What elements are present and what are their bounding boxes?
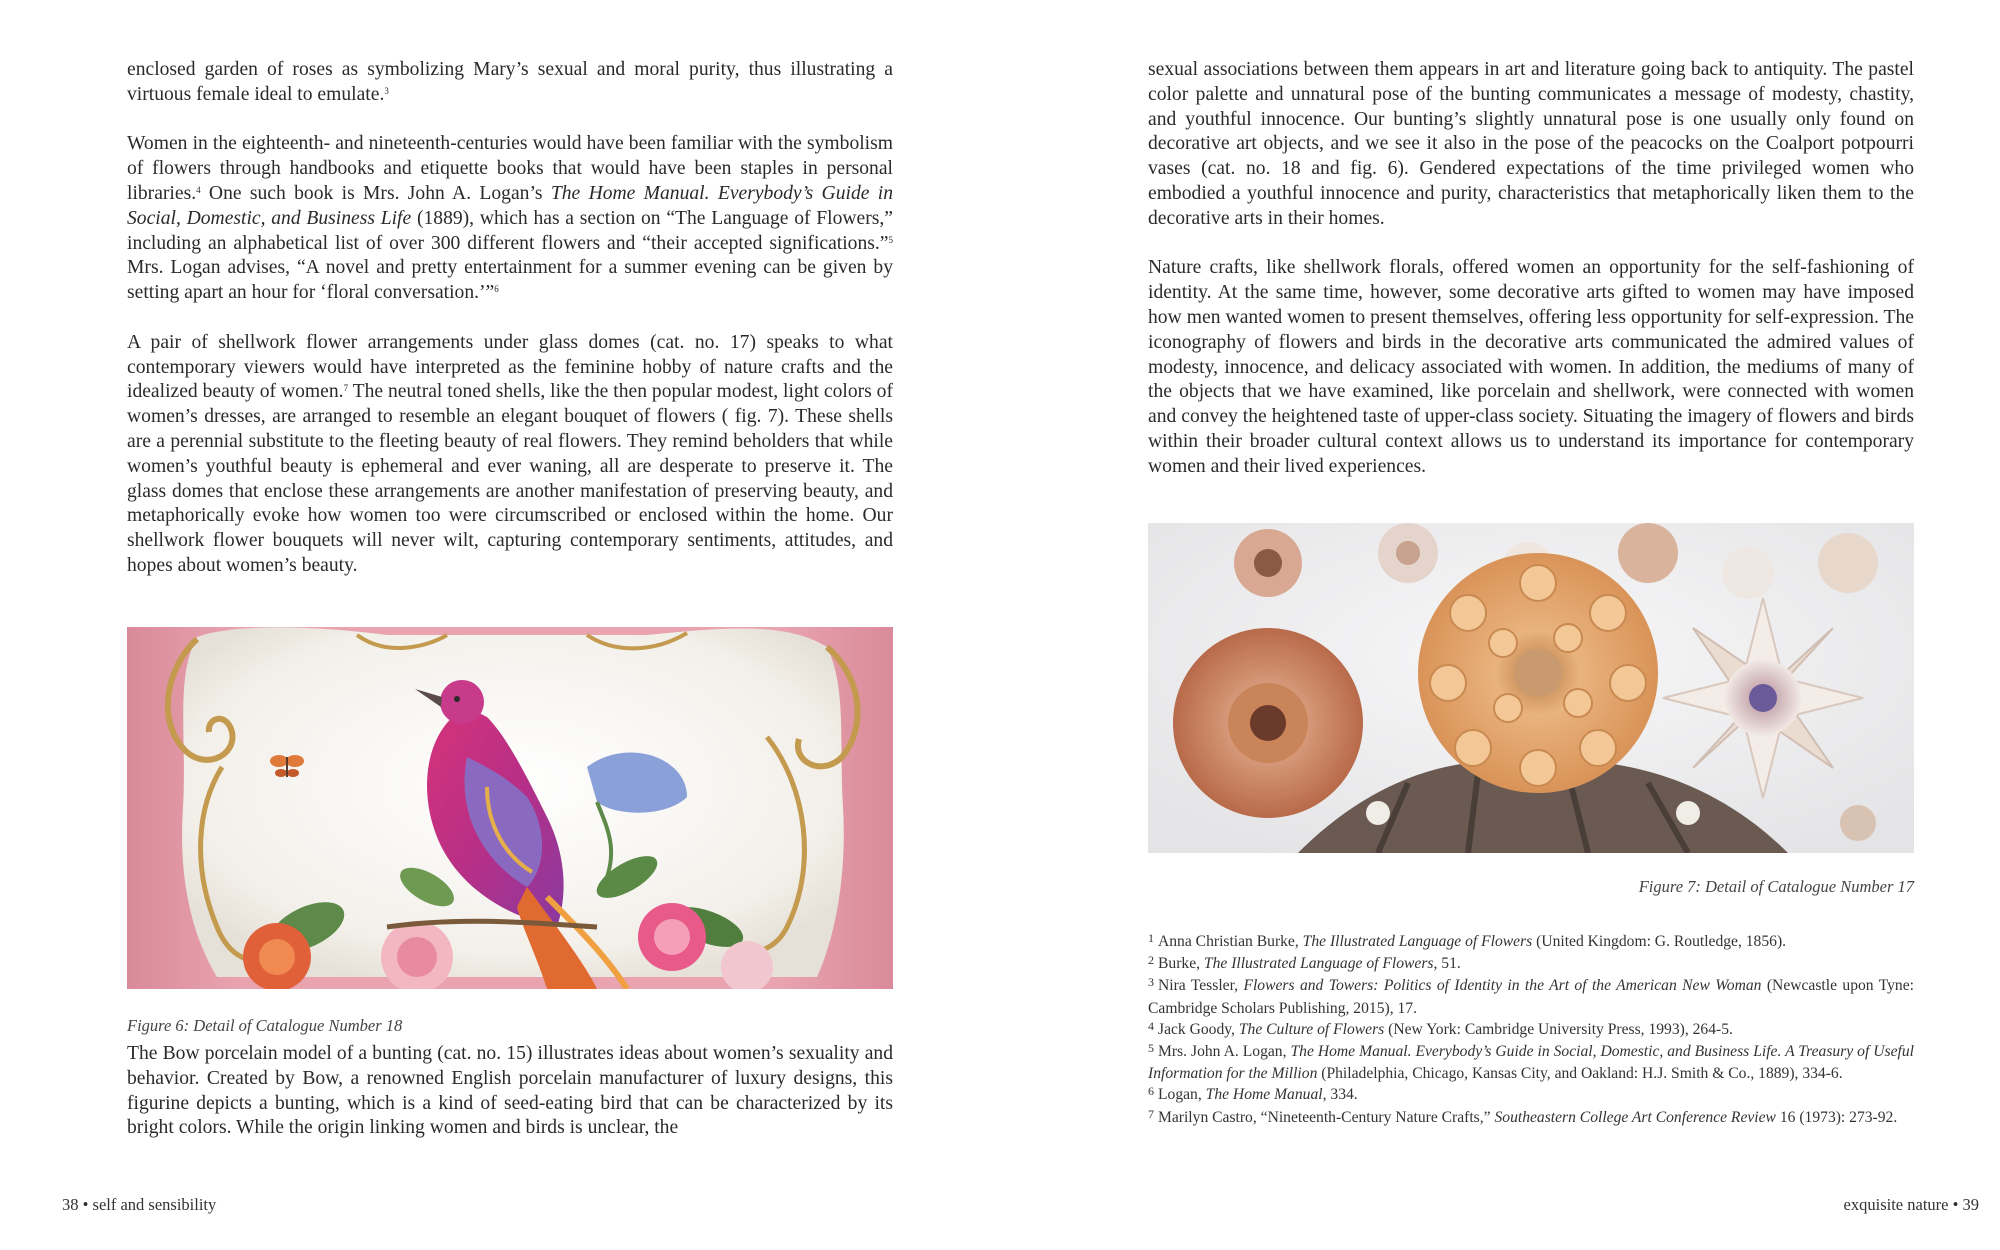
italic-text: The Culture of Flowers — [1238, 1020, 1385, 1038]
text-run: Women in the eighteenth- and nineteenth-centuries would have been familiar with the symbolism of flowers through handbooks and etiquette books that would have been staples in personal libraries. — [127, 133, 893, 204]
text-run: sexual associations between them appears in art and literature going back to antiquity. The pastel color palette and unnatural pose of the bunting communicates a message of modesty, chastity, and youthful innocence. Our bunting’s slightly unnatural pose is one usually only found on decorative art objects, and we see it also in the pose of the peacocks on the Coalport potpourri vases (cat. no. 18 and fig. 6). Gendered expectations of the time privileged women who embodied a youthful innocence and purity, characteristics that metaphorically liken them to the decorative arts in their homes. — [1148, 59, 1914, 229]
italic-text: The Home Manual. Everybody’s Guide in Social, Domestic, and Business Life. A Treasury of Useful Information for the Million — [1148, 1043, 1914, 1083]
italic-text: Flowers and Towers: Politics of Identity in the Art of the American New Woman — [1243, 977, 1762, 995]
right-paragraph-1 — [1148, 58, 1914, 232]
footnotes — [1148, 931, 1914, 1129]
text-run: (Newcastle upon Tyne: Cambridge Scholars Publishing, 2015), 17. — [1148, 977, 1914, 1017]
left-page-folio: 38 • self and sensibility — [62, 1195, 217, 1214]
footnote-ref: 5 — [888, 234, 893, 245]
italic-text: Southeastern College Art Conference Review — [1494, 1108, 1776, 1126]
text-run: enclosed garden of roses as symbolizing Mary’s sexual and moral purity, thus illustrating a virtuous female ideal to emulate. — [127, 59, 893, 105]
right-paragraph-2 — [1148, 256, 1914, 479]
figure-6-porcelain-bird-image — [127, 627, 893, 989]
right-page-folio: exquisite nature • 39 — [1843, 1195, 1979, 1214]
italic-text: The Illustrated Language of Flowers — [1302, 933, 1533, 950]
footnote-6: $^6$ Logan, The Home Manual, 334. — [1148, 1084, 1358, 1104]
text-run: The neutral toned shells, like the then popular modest, light colors of women’s dresses, are arranged to resemble an elegant bouquet of flowers ( fig. 7). These shells are a perennial substitute to the fleeting beauty of real flowers. They remind beholders that while women’s youthful beauty is ephemeral and ever waning, all are desperate to preserve it. The glass domes that enclose these arrangements are another manifestation of preserving beauty, and metaphorically evoke how women too were circumscribed or enclosed within the home. Our shellwork flower bouquets will never wilt, capturing contemporary sentiments, attitudes, and hopes about women’s beauty. — [127, 381, 893, 576]
footnote-5: $^5$ Mrs. John A. Logan, The Home Manual. Everybody’s Guide in Social, Domestic, and Business Life. A Treasury of Useful Information for the Million (Philadelphia, Chicago, Kansas City, and Oakland: H.J. Smith & Co., 1889), 334-6. — [1148, 1041, 1914, 1083]
text-run: Nira Tessler, — [1158, 977, 1244, 995]
footnote-ref: 6 — [494, 284, 499, 295]
footnote-4: $^4$ Jack Goody, The Culture of Flowers (New York: Cambridge University Press, 1993), 264-5. — [1148, 1018, 1733, 1038]
figure-7-caption: Figure 7: Detail of Catalogue Number 17 — [1638, 877, 1914, 896]
text-run: Anna Christian Burke, — [1158, 933, 1303, 950]
left-page-body — [127, 58, 893, 579]
footnote-ref: 4 — [196, 184, 201, 195]
text-run: (New York: Cambridge University Press, 1993), 264-5. — [1384, 1020, 1733, 1038]
left-paragraph-1 — [127, 58, 893, 108]
text-run: (United Kingdom: G. Routledge, 1856). — [1532, 933, 1787, 950]
text-run: Burke, — [1158, 955, 1204, 973]
right-page-body — [1148, 58, 1914, 480]
footnote-3: $^3$ Nira Tessler, Flowers and Towers: Politics of Identity in the Art of the American New Woman (Newcastle upon Tyne: Cambridge Scholars Publishing, 2015), 17. — [1148, 975, 1914, 1017]
left-paragraph-2 — [127, 132, 893, 306]
text-run: Logan, — [1158, 1086, 1206, 1104]
text-run: Marilyn Castro, “Nineteenth-Century Nature Crafts,” — [1158, 1108, 1495, 1126]
figure-7-shellwork-flowers-image — [1148, 523, 1914, 853]
text-run: (1889), which has a section on “The Language of Flowers,” including an alphabetical list of over 300 different flowers and “their accepted significations.” — [127, 207, 893, 254]
italic-text: The Illustrated Language of Flowers — [1203, 955, 1434, 973]
footnote-ref: 3 — [384, 85, 389, 96]
text-run: The Bow porcelain model of a bunting (cat. no. 15) illustrates ideas about women’s sexuality and behavior. Created by Bow, a renowned English porcelain manufacturer of luxury designs, this figurine depicts a bunting, which is a kind of seed-eating bird that can be characterized by its bright colors. While the origin linking women and birds is unclear, the — [127, 1043, 893, 1139]
text-run: , 51. — [1433, 955, 1461, 973]
left-paragraph-4 — [127, 1042, 893, 1141]
text-run: , 334. — [1322, 1086, 1358, 1104]
text-run: (Philadelphia, Chicago, Kansas City, and Oakland: H.J. Smith & Co., 1889), 334-6. — [1317, 1065, 1843, 1083]
left-page-bottom-body — [127, 1042, 893, 1141]
text-run: Nature crafts, like shellwork florals, offered women an opportunity for the self-fashioning of identity. At the same time, however, some decorative arts gifted to women may have imposed how men wanted women to present themselves, offering less opportunity for self-expression. The iconography of flowers and birds in the decorative arts communicated the admired values of modesty, innocence, and delicacy associated with women. In addition, the mediums of many of the objects that we have examined, like porcelain and shellwork, were connected with women and convey the heightened taste of upper-class society. Situating the imagery of flowers and birds within their broader cultural context allows us to understand its importance for contemporary women and their lived experiences. — [1148, 257, 1914, 477]
left-paragraph-3 — [127, 331, 893, 579]
footnote-1: $^1$ Anna Christian Burke, The Illustrated Language of Flowers (United Kingdom: G. Routledge, 1856). — [1148, 931, 1787, 950]
text-run: One such book is Mrs. John A. Logan’s — [200, 182, 551, 204]
text-run: Mrs. Logan advises, “A novel and pretty entertainment for a summer evening can be given by setting apart an hour for ‘floral conversation.’” — [127, 257, 893, 304]
footnote-ref: 7 — [343, 383, 349, 394]
text-run: A pair of shellwork flower arrangements under glass domes (cat. no. 17) speaks to what contemporary viewers would have interpreted as the feminine hobby of nature crafts and the idealized beauty of women. — [127, 331, 893, 403]
text-run: 16 (1973): 273-92. — [1775, 1108, 1898, 1126]
text-run: Mrs. John A. Logan, — [1158, 1043, 1291, 1061]
text-run: Jack Goody, — [1158, 1020, 1239, 1038]
footnote-2: $^2$ Burke, The Illustrated Language of Flowers, 51. — [1148, 953, 1461, 973]
italic-text: The Home Manual. Everybody’s Guide in Social, Domestic, and Business Life — [127, 182, 893, 229]
figure-6-caption: Figure 6: Detail of Catalogue Number 18 — [127, 1016, 403, 1035]
italic-text: The Home Manual — [1205, 1086, 1323, 1104]
footnote-7: $^7$ Marilyn Castro, “Nineteenth-Century Nature Crafts,” Southeastern College Art Conference Review 16 (1973): 273-92. — [1148, 1106, 1898, 1126]
